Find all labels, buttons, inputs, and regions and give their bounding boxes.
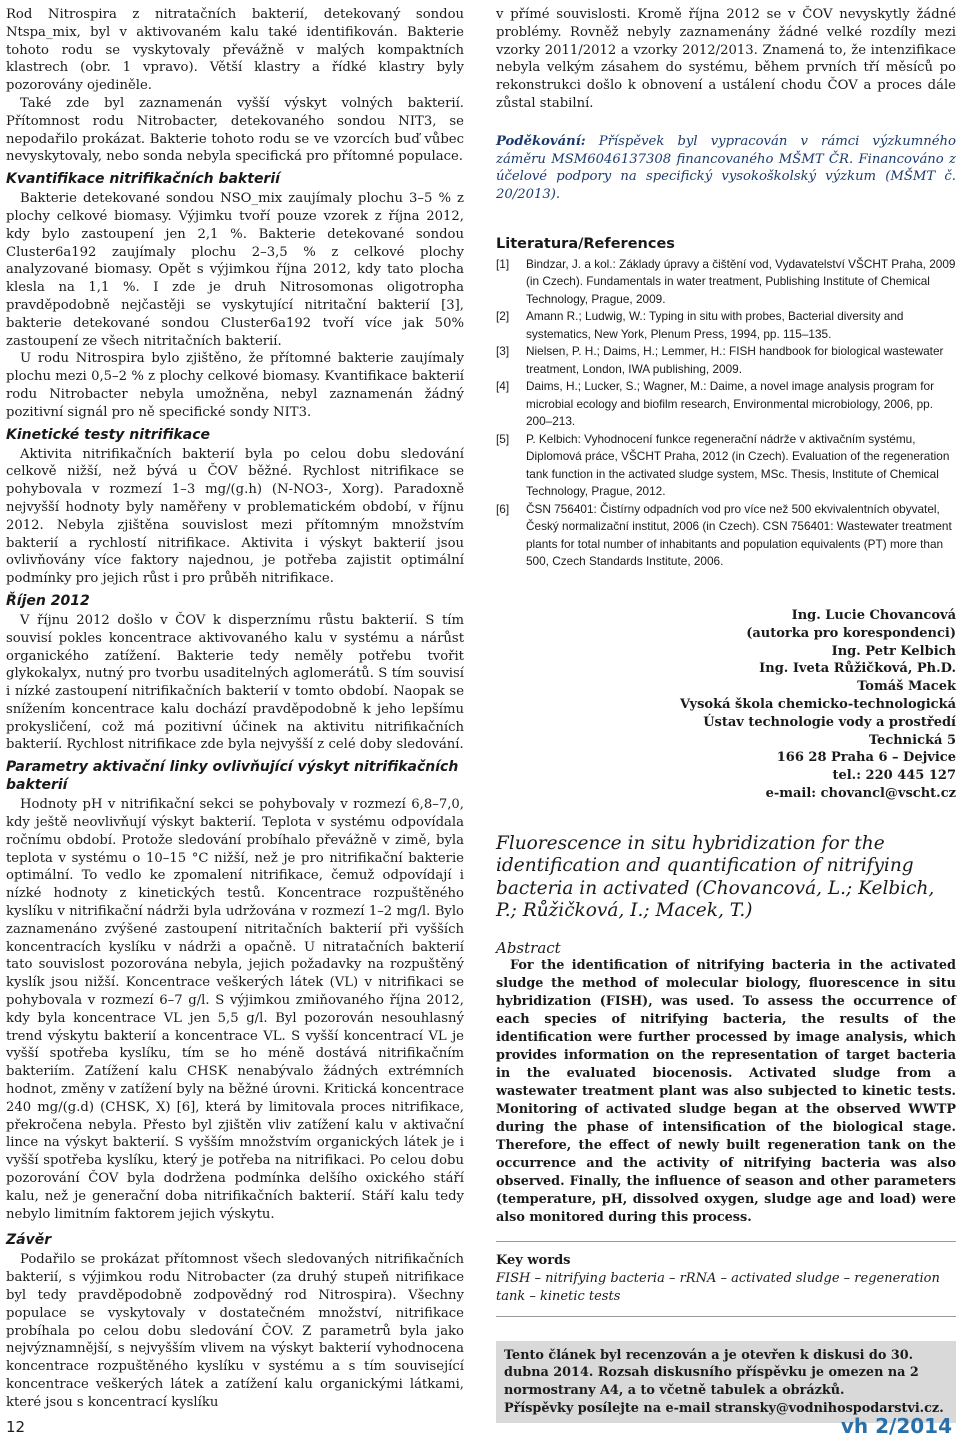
review-notice-box bbox=[496, 1341, 956, 1423]
body-paragraph: U rodu Nitrospira bylo zjištěno, že přítomné bakterie zaujímaly plochu mezi 0,5–2 % z plochy celkové biomasy. Kvantifikace bakterií rodu Nitrobacter nebyla umožněna, nebyl zaznamenán žádný pozitivní signál pro ně specifické sondy NIT3. bbox=[6, 351, 464, 420]
review-notice-email[interactable]: Příspěvky posílejte na e-mail stransky@vodnihospodarstvi.cz. bbox=[504, 1400, 944, 1416]
author-line: (autorka pro korespondenci) bbox=[746, 625, 956, 641]
reference-number: [5] bbox=[496, 431, 510, 446]
reference-number: [4] bbox=[496, 379, 510, 394]
review-notice-text: Tento článek byl recenzován a je otevřen k diskusi do 30. dubna 2014. Rozsah diskusního příspěvku je omezen na 2 normostrany A4, a to včetně tabulek a obrázků. bbox=[504, 1347, 919, 1398]
divider bbox=[496, 1241, 956, 1242]
reference-item bbox=[496, 308, 956, 343]
reference-text: ČSN 756401: Čistírny odpadních vod pro více než 500 ekvivalentních obyvatel, Český normalizační institut, 2006 (in Czech). CSN 756401: Wastewater treatment plants for total number of inhabitants and population equivalents (PT) more than 500, Czech Standards Institute, 2006. bbox=[526, 501, 952, 569]
body-paragraph: Také zde byl zaznamenán vyšší výskyt volných bakterií. Přítomnost rodu Nitrobacter, detekovaného sondou NIT3, se nepodařilo prokázat. Bakterie tohoto rodu se ve vzorcích buď vůbec nevyskytovaly, nebo sonda nebyla specifická pro přítomné populace. bbox=[6, 95, 464, 165]
author-line: Tomáš Macek bbox=[857, 679, 956, 695]
body-paragraph: V říjnu 2012 došlo v ČOV k disperznímu růstu bakterií. S tím souvisí pokles koncentrace aktivovaného kalu v systému a nárůst organického zatížení. Bakterie tedy neměly potřebu tvořit glykokalyx, nutný pro tvorbu usaditelných aglomerátů. S tím souvisí i nízké zastoupení nitrifikačních bakterií v tomto období. Naopak se snížením koncentrace kalu dochází pravděpodobně k jeho lepšímu prokysličení, což má pozitivní účinek na aktivitu nitrifikačních bakterií. Rychlost nitrifikace zde byla nejvyšší z celé doby sledování. bbox=[6, 612, 464, 753]
section-heading: Kvantifikace nitrifikačních bakterií bbox=[6, 171, 280, 188]
section-heading: Říjen 2012 bbox=[6, 592, 90, 609]
author-line: Ing. Petr Kelbich bbox=[831, 643, 956, 659]
acknowledgement-text: Příspěvek byl vypracován v rámci výzkumného záměru MSM6046137308 financovaného MŠMT ČR. Financováno z účelové podpory na specifický vysokoškolský výzkum (MŠMT č. 20/2013). bbox=[496, 133, 956, 203]
right-column bbox=[496, 6, 956, 1423]
journal-issue: vh 2/2014 bbox=[840, 1414, 952, 1438]
author-block bbox=[496, 607, 956, 803]
author-line: Vysoká škola chemicko-technologická bbox=[679, 696, 956, 712]
reference-number: [6] bbox=[496, 501, 510, 516]
author-line: Technická 5 bbox=[868, 732, 956, 748]
author-line: tel.: 220 445 127 bbox=[832, 768, 956, 784]
reference-text: P. Kelbich: Vyhodnocení funkce regenerační nádrže v aktivačním systému, Diplomová práce, VŠCHT Praha, 2012 (in Czech). Evaluation of the regeneration tank function in the activated sludge system, MSc. Thesis, Institute of Chemical Technology, Prague, 2012. bbox=[526, 431, 950, 499]
acknowledgement bbox=[496, 133, 956, 204]
section-heading: Kinetické testy nitrifikace bbox=[6, 426, 211, 443]
section-heading: Parametry aktivační linky ovlivňující výskyt nitrifikačních bakterií bbox=[6, 759, 459, 794]
section-heading: Závěr bbox=[6, 1232, 52, 1249]
english-title: Fluorescence in situ hybridization for the identification and quantification of nitrifying bacteria in activated (Chovancová, L.; Kelbich, P.; Růžičková, I.; Macek, T.) bbox=[496, 832, 935, 922]
author-line: 166 28 Praha 6 – Dejvice bbox=[776, 750, 956, 766]
reference-text: Nielsen, P. H.; Daims, H.; Lemmer, H.: FISH handbook for biological wastewater treatment, London, IWA publishing, 2009. bbox=[526, 344, 944, 376]
reference-text: Bindzar, J. a kol.: Základy úpravy a čištění vod, Vydavatelství VŠCHT Praha, 2009 (in Czech). Fundamentals in water treatment, Publishing Institute of Chemical Technology, Prague, 2009. bbox=[526, 256, 956, 306]
reference-item bbox=[496, 378, 956, 431]
author-line: Ing. Lucie Chovancová bbox=[791, 607, 956, 623]
author-line: e-mail: chovancl@vscht.cz bbox=[765, 785, 956, 801]
abstract-heading: Abstract bbox=[496, 938, 561, 957]
reference-item bbox=[496, 431, 956, 501]
reference-text: Amann R.; Ludwig, W.: Typing in situ with probes, Bacterial diversity and systematics, New York, Plenum Press, 1994, pp. 115–135. bbox=[526, 309, 904, 341]
abstract-text: For the identification of nitrifying bacteria in the activated sludge the method of molecular biology, fluorescence in situ hybridization (FISH), was used. To assess the occurrence of each species of nitrifying bacteria, the results of the identification were further processed by image analysis, which provides information on the representation of target bacteria in the evaluated biocenosis. Activated sludge from a wastewater treatment plant was also subjected to kinetic tests. Monitoring of activated sludge began at the observed WWTP during the phase of intensification of the biological stage. Therefore, the effect of newly built regeneration tank on the occurrence and the activity of nitrifying bacteria was also observed. Finally, the influence of season and other parameters (temperature, pH, dissolved oxygen, sludge age and load) were also monitored during this process. bbox=[496, 957, 956, 1225]
reference-list bbox=[496, 256, 956, 571]
body-paragraph: Aktivita nitrifikačních bakterií byla po celou dobu sledování celkově nižší, než bývá u ČOV běžné. Rychlost nitrifikace se pohybovala v rozmezí 1–3 mg/(g.h) (N-NO3-, Xorg). Paradoxně nejvyšší hodnoty byly naměřeny v problematickém období, v říjnu 2012. Nebyla zjištěna souvislost mezi přítomným množstvím bakterií a rychlostí nitrifikace. Aktivita i výskyt bakterií jsou ovlivňovány více faktory najednou, je potřeba zajistit optimální podmínky pro jejich růst i pro průběh nitrifikace. bbox=[6, 446, 464, 587]
keywords-label: Key words bbox=[496, 1252, 571, 1268]
reference-item bbox=[496, 256, 956, 309]
references-heading: Literatura/References bbox=[496, 235, 675, 252]
reference-text: Daims, H.; Lucker, S.; Wagner, M.: Daime, a novel image analysis program for microbial ecology and biofilm research, Environmental microbiology, 2006, pp. 200–213. bbox=[526, 379, 935, 429]
body-paragraph: Podařilo se prokázat přítomnost všech sledovaných nitrifikačních bakterií, s výjimkou rodu Nitrobacter (za druhý stupeň nitrifikace byl tedy pravděpodobně zodpovědný rod Nitrospira). Všechny populace se vyskytovaly v dostatečném množství, nitrifikace probíhala po celou dobu sledování ČOV. Z parametrů byla jako nejvýznamnější, s nejvyšším vlivem na výskyt bakterií vyhodnocena koncentrace rozpuštěného kyslíku v systému a s tím související koncentrace veškerých látek a zatížení kalu organickými látkami, které jsou s koncentrací kyslíku bbox=[6, 1252, 464, 1410]
body-paragraph: Rod Nitrospira z nitratačních bakterií, detekovaný sondou Ntspa_mix, byl v aktivovaném kalu také identifikován. Bakterie tohoto rodu se vyskytovaly převážně v malých kompaktních klastrech (obr. 1 vpravo). Větší klastry a řídké klastry byly pozorovány ojediněle. bbox=[6, 7, 464, 94]
body-paragraph: v přímé souvislosti. Kromě října 2012 se v ČOV nevyskytly žádné problémy. Rovněž nebyly zaznamenány žádné velké rozdíly mezi vzorky 2011/2012 a vzorky 2012/2013. Znamená to, že intenzifikace nebyla velkým zásahem do systému, během prvních tří měsíců po rekonstrukci došlo k obnovení a ustálení chodu ČOV a proces dále zůstal stabilní. bbox=[496, 7, 956, 111]
reference-item bbox=[496, 501, 956, 571]
keywords-text: FISH – nitrifying bacteria – rRNA – activated sludge – regeneration tank – kinetic tests bbox=[496, 1270, 940, 1304]
body-paragraph: Hodnoty pH v nitrifikační sekci se pohybovaly v rozmezí 6,8–7,0, kdy ještě neovlivňují výskyt bakterií. Teplota v systému odpovídala ročnímu období. Protože sledování probíhalo převážně v zimě, byla teplota v systému o 10–15 °C nižší, než je pro nitrifikační bakterie optimální. To vedlo ke zpomalení nitrifikace, čemuž odpovídají i nízké hodnoty z kinetických testů. Koncentrace rozpuštěného kyslíku v nitrifikační nádrži byla udržována v rozmezí 1–2 mg/l. Bylo zaznamenáno zvýšené zastoupení nitritačních bakterií při vyšších koncentracích kyslíku v nádrži a opačně. U nitratačních bakterií tato souvislost pozorována nebyla, jejich požadavky na rozpuštěný kyslík jsou nižší. Koncentrace veškerých látek (VL) v nitrifikaci se pohybovala v rozmezí 6–7 g/l. S výjimkou zmiňovaného října 2012, kdy byla koncentrace VL jen 5,5 g/l. Byl pozorován nesouhlasný trend výskytu bakterií a koncentrace VL. S vyšší koncentrací VL je vyšší spotřeba kyslíku, tím se ho méně dostává nitrifikačním bakteriím. Zatížení kalu CHSK nenabývalo žádných extrémních hodnot, změny v zatížení byly na běžné úrovni. Kritická koncentrace 240 mg/(g.d) (CHSK, X) [6], která by limitovala proces nitrifikace, překročena nebyla. Přesto byl zjištěn vliv zatížení kalu v aktivační lince na výskyt bakterií. S vyšším množstvím organických látek je i vyšší spotřeba kyslíku, který je potřeba na nitrifikaci. Po celou dobu pozorování ČOV byla dodržena podmínka delšího oxického stáří kalu, než je generační doba nitrifikačních bakterií. Stáří kalu tedy nebylo limitním faktorem jejich výskytu. bbox=[6, 797, 464, 1222]
reference-number: [1] bbox=[496, 256, 510, 271]
keywords bbox=[496, 1252, 956, 1306]
body-paragraph: Bakterie detekované sondou NSO_mix zaujímaly plochu 3–5 % z plochy celkové biomasy. Výjimku tvoří pouze vzorek z října 2012, kdy bylo zastoupení jen 2,1 %. Bakterie detekované sondou Cluster6a192 zaujímaly plochu 2–3,5 % z celkové plochy analyzované biomasy. Opět s výjimkou října 2012, kdy tato plocha klesla na 1,1 %. I zde je druh Nitrosomonas oligotropha pravděpodobně nejčastěji se vyskytující nitritační bakterií [3], bakterie detekované sondou Cluster6a192 tvoří více jak 50% zastoupení ze všech nitritačních bakterií. bbox=[6, 191, 464, 349]
page-number: 12 bbox=[6, 1418, 26, 1436]
divider bbox=[496, 1316, 956, 1317]
left-column bbox=[6, 6, 464, 1412]
reference-item bbox=[496, 343, 956, 378]
reference-number: [3] bbox=[496, 344, 510, 359]
acknowledgement-label: Poděkování: bbox=[496, 133, 586, 149]
author-line: Ústav technologie vody a prostředí bbox=[703, 714, 956, 730]
reference-number: [2] bbox=[496, 309, 510, 324]
author-line: Ing. Iveta Růžičková, Ph.D. bbox=[759, 661, 956, 677]
